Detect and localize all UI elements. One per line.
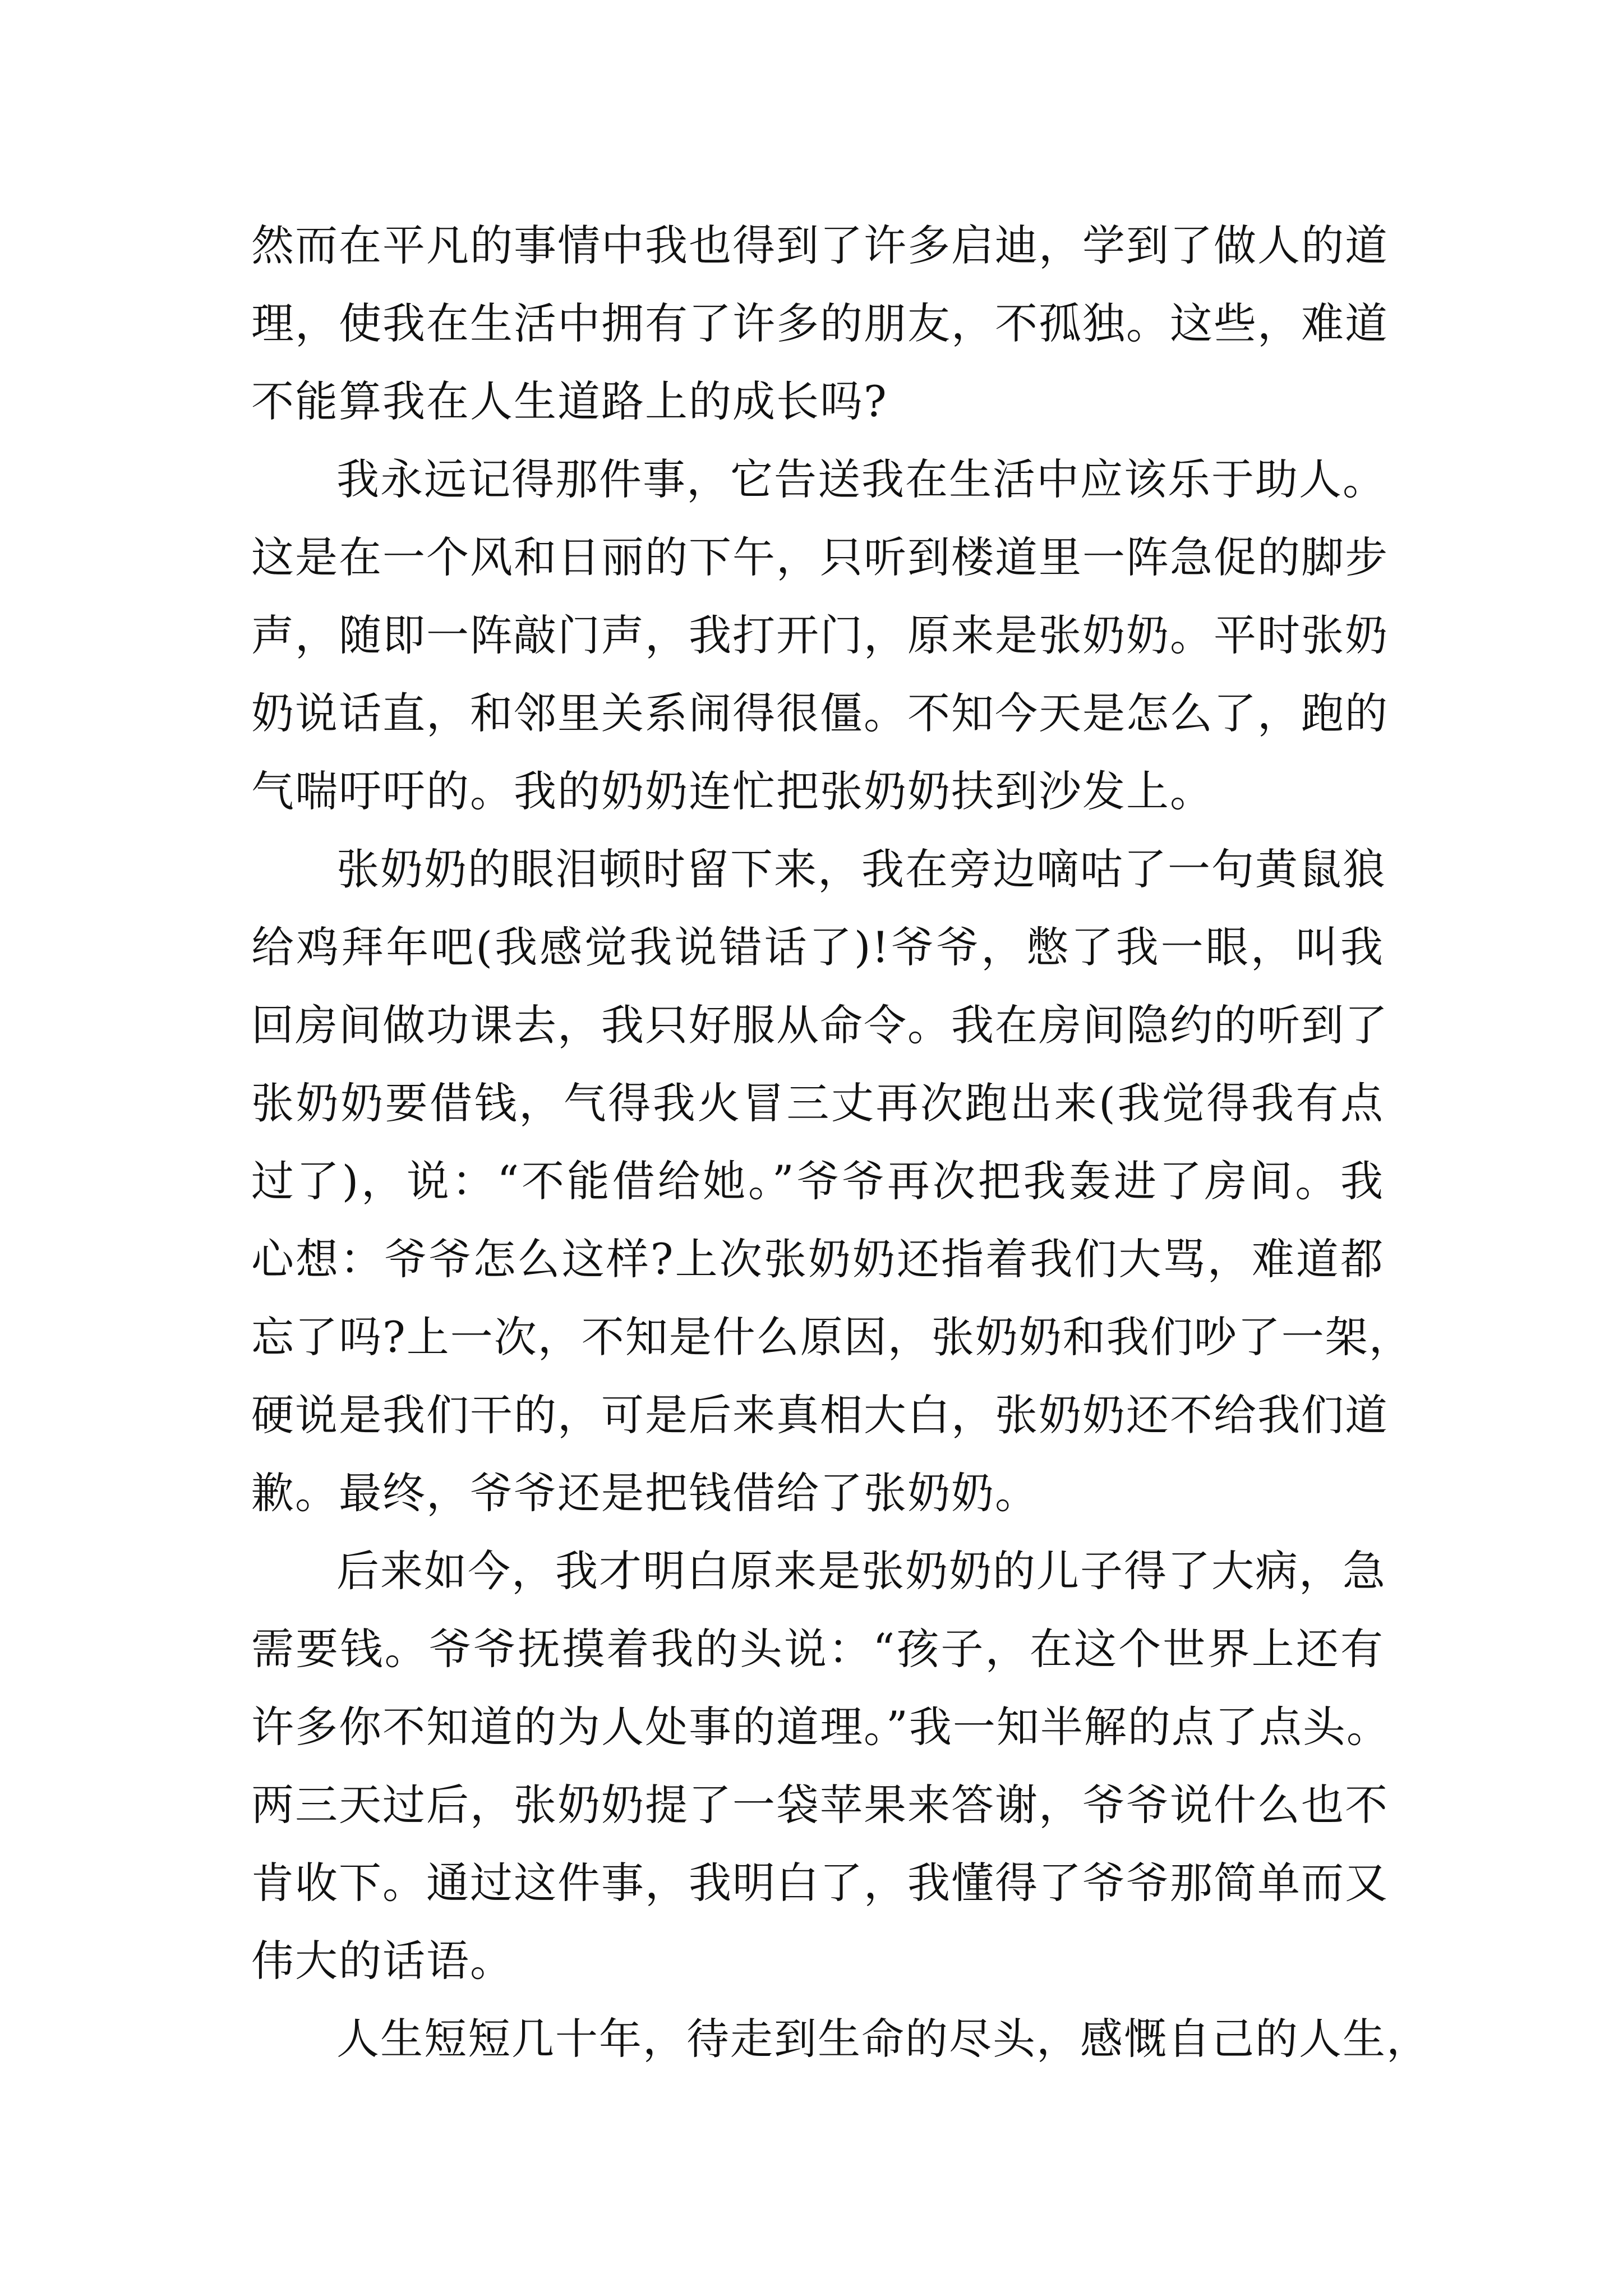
text-line: 人生短短几十年，待走到生命的尽头，感慨自己的人生， — [336, 2014, 1430, 2064]
text-line: 声，随即一阵敲门声，我打开门，原来是张奶奶。平时张奶 — [251, 610, 1389, 660]
text-line: 我永远记得那件事，它告送我在生活中应该乐于助人。 — [336, 454, 1386, 504]
text-line: 回房间做功课去，我只好服从命令。我在房间隐约的听到了 — [251, 1000, 1389, 1050]
text-line: 这是在一个风和日丽的下午，只听到楼道里一阵急促的脚步 — [251, 532, 1389, 582]
text-line: 不能算我在人生道路上的成长吗? — [251, 376, 888, 426]
text-line: 忘了吗?上一次，不知是什么原因，张奶奶和我们吵了一架， — [251, 1312, 1413, 1362]
text-line: 硬说是我们干的，可是后来真相大白，张奶奶还不给我们道 — [251, 1390, 1389, 1440]
text-line: 需要钱。爷爷抚摸着我的头说：“孩子，在这个世界上还有 — [251, 1624, 1384, 1674]
text-line: 给鸡拜年吧(我感觉我说错话了)!爷爷，憋了我一眼，叫我 — [251, 922, 1384, 972]
text-line: 张奶奶要借钱，气得我火冒三丈再次跑出来(我觉得我有点 — [251, 1078, 1384, 1128]
text-line: 张奶奶的眼泪顿时留下来，我在旁边嘀咕了一句黄鼠狼 — [336, 844, 1386, 894]
text-line: 奶说话直，和邻里关系闹得很僵。不知今天是怎么了，跑的 — [251, 688, 1389, 738]
text-line: 歉。最终，爷爷还是把钱借给了张奶奶。 — [251, 1468, 1039, 1518]
text-line: 理，使我在生活中拥有了许多的朋友，不孤独。这些，难道 — [251, 298, 1389, 348]
text-line: 然而在平凡的事情中我也得到了许多启迪，学到了做人的道 — [251, 220, 1389, 270]
text-line: 心想：爷爷怎么这样?上次张奶奶还指着我们大骂，难道都 — [251, 1234, 1384, 1284]
text-line: 气喘吁吁的。我的奶奶连忙把张奶奶扶到沙发上。 — [251, 766, 1214, 816]
text-line: 过了)，说：“不能借给她。”爷爷再次把我轰进了房间。我 — [251, 1156, 1384, 1206]
text-line: 后来如今，我才明白原来是张奶奶的儿子得了大病，急 — [336, 1546, 1386, 1596]
text-line: 两三天过后，张奶奶提了一袋苹果来答谢，爷爷说什么也不 — [251, 1780, 1389, 1830]
text-line: 肯收下。通过这件事，我明白了，我懂得了爷爷那简单而又 — [251, 1858, 1389, 1908]
text-line: 许多你不知道的为人处事的道理。”我一知半解的点了点头。 — [251, 1702, 1390, 1752]
text-line: 伟大的话语。 — [251, 1936, 514, 1986]
essay-body — [251, 206, 1430, 2078]
